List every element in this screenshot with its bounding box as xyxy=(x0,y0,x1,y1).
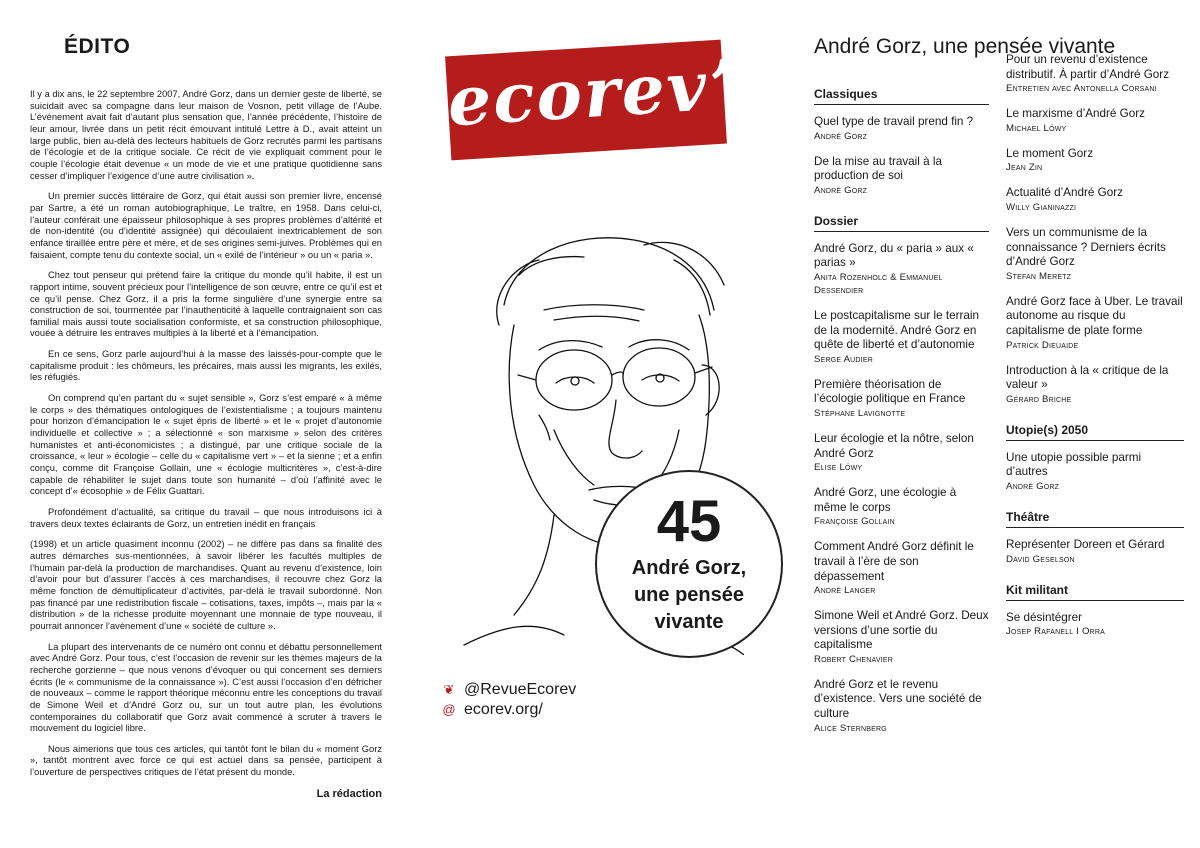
toc-section-heading: Kit militant xyxy=(1006,583,1184,601)
toc-entry-author: Stéphane Lavignotte xyxy=(814,407,906,419)
social-links xyxy=(442,680,576,720)
issue-title-line: vivante xyxy=(654,611,724,633)
cover-column xyxy=(398,0,794,848)
toc-section-heading: Théâtre xyxy=(1006,510,1184,528)
toc-entry xyxy=(814,609,989,666)
edito-paragraph: Chez tout penseur qui prétend faire la critique du monde qu’il habite, il est un rapport intime, souvent précieux pour l’intelligence de son œuvre, entre ce qu’il est et ce qu’il pense. Chez Gorz, il a pris la forme singulière d’une synergie entre sa construction de soi, tourmentée par l’inauthenticité à laquelle contraignaient son cas familial mais aussi toute socialisation conformiste, et sa construction philosophique, vouée à détruire les entraves multiples à la liberté et à l’émancipation. xyxy=(30,270,382,339)
toc-entry-author: Patrick Dieuaide xyxy=(1006,339,1079,351)
toc-entry-author: Françoise Gollain xyxy=(814,516,895,528)
toc-entry xyxy=(1006,295,1184,352)
toc-entry xyxy=(814,309,989,366)
toc-entry-author: Gérard Briche xyxy=(1006,393,1072,405)
toc-section-heading: Dossier xyxy=(814,214,989,232)
edito-paragraph: La plupart des intervenants de ce numéro ont connu et débattu personnellement avec André Gorz. Pour tous, c’est l’occasion de revenir sur les thèmes majeurs de la recherche gorzienne – que nous venons d’évoquer ou qui concernent ses derniers écrits (le « communisme de la connaissance »). C’est aussi l’occasion d’en défricher de nouveaux – comme le rapport théorique méconnu entre les conceptions du travail de Simone Weil et d’André Gorz ou, sur un tout autre plan, les évolutions contemporaines du collaboratif que Gorz avait commencé à scruter à travers le mouvement du logiciel libre. xyxy=(30,641,382,734)
toc-entry xyxy=(1006,186,1184,214)
toc-entry-title: André Gorz, du « paria » aux « parias » xyxy=(814,241,974,270)
issue-title-line: une pensée xyxy=(633,584,745,606)
issue-badge xyxy=(595,470,783,658)
edito-paragraph: Il y a dix ans, le 22 septembre 2007, André Gorz, dans un dernier geste de liberté, se suicidait avec sa compagne dans leur maison de Vosnon, petit village de l’Aube. L’événement avait fait d’autant plus sensation que, l’année précédente, l’histoire de leur amour, livrée dans un petit récit émouvant intitulé Lettre à D., avait atteint un large public, bien au-delà des lecteurs habituels de Gorz recrutés parmi les partisans de l’écologie et de la critique sociale. Ce récit de vie expliquait comment pour le couple l’écologie était devenue « un mode de vie et une pratique quotidienne sans cesser d’impliquer l’exigence d’une autre civilisation ». xyxy=(30,89,382,181)
toc-entry xyxy=(1006,226,1184,283)
toc-entry-title: Représenter Doreen et Gérard xyxy=(1006,537,1165,551)
website-link[interactable] xyxy=(442,700,576,720)
edito-paragraph: Un premier succès littéraire de Gorz, qui était aussi son premier livre, encensé par Sartre, a été un roman autobiographique, Le traître, en 1958. Dans celui-ci, l’auteur conférait une épaisseur philosophique à ses propres problèmes d’altérité et de non-identité (ou d’identité assignée) qui découlaient inextricablement de son enfance tiraillée entre père et mère, et de ses origines semi-juives. Problèmes qui en faisaient, compte tenu du contexte social, un « exilé de l’intérieur » ou un « paria ». xyxy=(30,191,382,260)
toc-entry-title: Se désintégrer xyxy=(1006,610,1083,624)
toc-entry-author: Entretien avec Antonella Corsani xyxy=(1006,83,1157,95)
toc-entry-author: Serge Audier xyxy=(814,353,873,365)
twitter-handle: @RevueEcorev xyxy=(464,681,577,698)
toc-entry-author: Stefan Meretz xyxy=(1006,270,1072,282)
toc-entry-title: André Gorz, une écologie à même le corps xyxy=(814,486,957,514)
ecorev-logo xyxy=(445,40,739,161)
at-icon: @ xyxy=(442,702,456,717)
toc-entry-title: André Gorz et le revenu d’existence. Vers une société de culture xyxy=(814,677,982,721)
toc-entry-author: Jean Zin xyxy=(1006,162,1043,174)
toc-entry xyxy=(814,540,989,597)
toc-entry-title: Une utopie possible parmi d’autres xyxy=(1006,450,1142,479)
toc-entry xyxy=(814,378,989,420)
edito-paragraph: En ce sens, Gorz parle aujourd’hui à la masse des laissés-pour-compte que le capitalisme produit : les chômeurs, les précaires, mais aussi les migrants, les exilés, les réfugiés. xyxy=(30,349,382,383)
edito-paragraph: Nous aimerions que tous ces articles, qui tantôt font le bilan du « moment Gorz », tantôt montrent avec force ce qui est actuel dans sa pensée, participent à l’ouverture de perspectives critiques de l’état présent du monde. xyxy=(30,743,382,778)
toc-entry xyxy=(1006,538,1184,566)
toc-entry xyxy=(1006,53,1184,95)
toc-entry-author: Alice Sternberg xyxy=(814,722,887,734)
toc-section-heading: Classiques xyxy=(814,87,989,105)
twitter-link[interactable] xyxy=(442,680,576,700)
toc-entry-author: André Langer xyxy=(814,585,876,597)
toc-entry-title: Première théorisation de l’écologie politique en France xyxy=(814,377,966,406)
toc-entry xyxy=(814,242,989,297)
toc-entry-title: Introduction à la « critique de la valeur » xyxy=(1006,363,1169,392)
toc-entry xyxy=(814,115,989,143)
edito-paragraph: (1998) et un article quasiment inconnu (2002) – ne diffère pas dans sa finalité des autres démarches sus-mentionnées, à savoir libérer les facultés multiples de l’humain par-delà la production de marchandises. Quant au revenu d’existence, loin d’avoir pour but d’assurer l’accès à ces marchandises, il recouvre chez Gorz la même fonction de démultiplicateur d’activités, par-delà le travail subordonné. Non pas financé par une redistribution fiscale – cotisations, taxes, impôts –, mais par la « distribution » de la richesse produite moyennant une monnaie de type nouveau, il pourrait annoncer l’avènement d’une « société de culture ». xyxy=(30,539,382,631)
edito-column xyxy=(30,35,382,800)
toc-entry-author: Josep Rafanell I Orra xyxy=(1006,626,1106,638)
edito-signature: La rédaction xyxy=(316,787,382,800)
toc-entry-title: Comment André Gorz définit le travail à l’ère de son dépassement xyxy=(814,540,974,583)
bird-icon: ❦ xyxy=(443,682,455,697)
toc-entry-title: Vers un communisme de la connaissance ? Derniers écrits d’André Gorz xyxy=(1006,225,1166,269)
toc-section-heading: Utopie(s) 2050 xyxy=(1006,423,1184,441)
toc-entry xyxy=(1006,147,1184,175)
toc-entry-title: Pour un revenu d’existence distributif. À partir d’André Gorz xyxy=(1006,53,1170,81)
edito-paragraph: On comprend qu’en partant du « sujet sensible », Gorz s’est emparé « à même le corps » des thématiques ontologiques de l’existentialisme ; a toujours maintenu pour horizon d’émancipation le « sujet épris de liberté » et le « projet d’autonomie individuelle et collective » ; a sélectionné « son marxisme » selon des critères humanistes et anti-économicistes ; a distingué, par une critique sociale de la croissance, « leur » écologie – celle du « capitalisme vert » – et la sienne ; et a enfin conçu, comme dit Françoise Gollain, une « écologie multicritères », c’est-à-dire capable de réhabiliter le sujet dans toute son humanité – d’où l’affinité avec le concept d’« écosophie » de Félix Guattari. xyxy=(30,393,382,497)
toc-entry-title: De la mise au travail à la production de soi xyxy=(814,154,942,183)
logo-text: ecorev’ xyxy=(445,44,739,143)
toc-entry-title: Actualité d’André Gorz xyxy=(1006,186,1123,200)
toc-entry-author: David Geselson xyxy=(1006,553,1075,565)
edito-title: ÉDITO xyxy=(64,35,131,58)
toc-entry-title: Leur écologie et la nôtre, selon André Gorz xyxy=(814,431,974,460)
toc-entry-title: Le moment Gorz xyxy=(1006,146,1094,160)
toc-entry xyxy=(814,155,989,197)
toc-entry xyxy=(1006,107,1184,135)
toc-entry-author: André Gorz xyxy=(814,130,868,142)
toc-entry xyxy=(814,678,989,735)
toc-entry-author: Michael Löwy xyxy=(1006,122,1067,134)
issue-number: 45 xyxy=(656,489,722,554)
toc-entry xyxy=(1006,611,1184,639)
toc-entry-title: Quel type de travail prend fin ? xyxy=(814,115,974,128)
edito-body xyxy=(30,89,382,779)
toc-column-1 xyxy=(814,87,989,752)
toc-entry-author: Anita Rozenholc & Emmanuel Dessendier xyxy=(814,271,943,296)
issue-title-line: André Gorz, xyxy=(631,557,747,579)
toc-entry xyxy=(1006,451,1184,493)
website-url: ecorev.org/ xyxy=(464,701,543,718)
toc-entry-author: Robert Chenavier xyxy=(814,653,893,665)
toc-entry-title: Le marxisme d’André Gorz xyxy=(1006,107,1146,121)
toc-entry-author: Elise Löwy xyxy=(814,462,863,474)
toc-entry xyxy=(814,486,989,528)
toc-entry-author: Willy Gianinazzi xyxy=(1006,201,1077,213)
toc-entry-title: Le postcapitalisme sur le terrain de la modernité. André Gorz en quête de liberté et d’autonomie xyxy=(814,308,980,352)
toc-column-2 xyxy=(1006,53,1184,752)
toc-entry xyxy=(814,432,989,474)
toc-entry-title: André Gorz face à Uber. Le travail autonome au risque du capitalisme de plate forme xyxy=(1006,294,1183,337)
edito-paragraph: Profondément d’actualité, sa critique du travail – que nous introduisons ici à travers deux textes éclairants de Gorz, un entretien inédit en français xyxy=(30,507,382,529)
toc-entry xyxy=(1006,364,1184,406)
toc-column xyxy=(814,35,1184,752)
toc-entry-author: André Gorz xyxy=(814,184,868,196)
toc-title: André Gorz, une pensée vivante xyxy=(814,35,1116,58)
toc-entry-title: Simone Weil et André Gorz. Deux versions d’une sortie du capitalisme xyxy=(814,609,989,652)
toc-entry-author: André Gorz xyxy=(1006,480,1060,492)
